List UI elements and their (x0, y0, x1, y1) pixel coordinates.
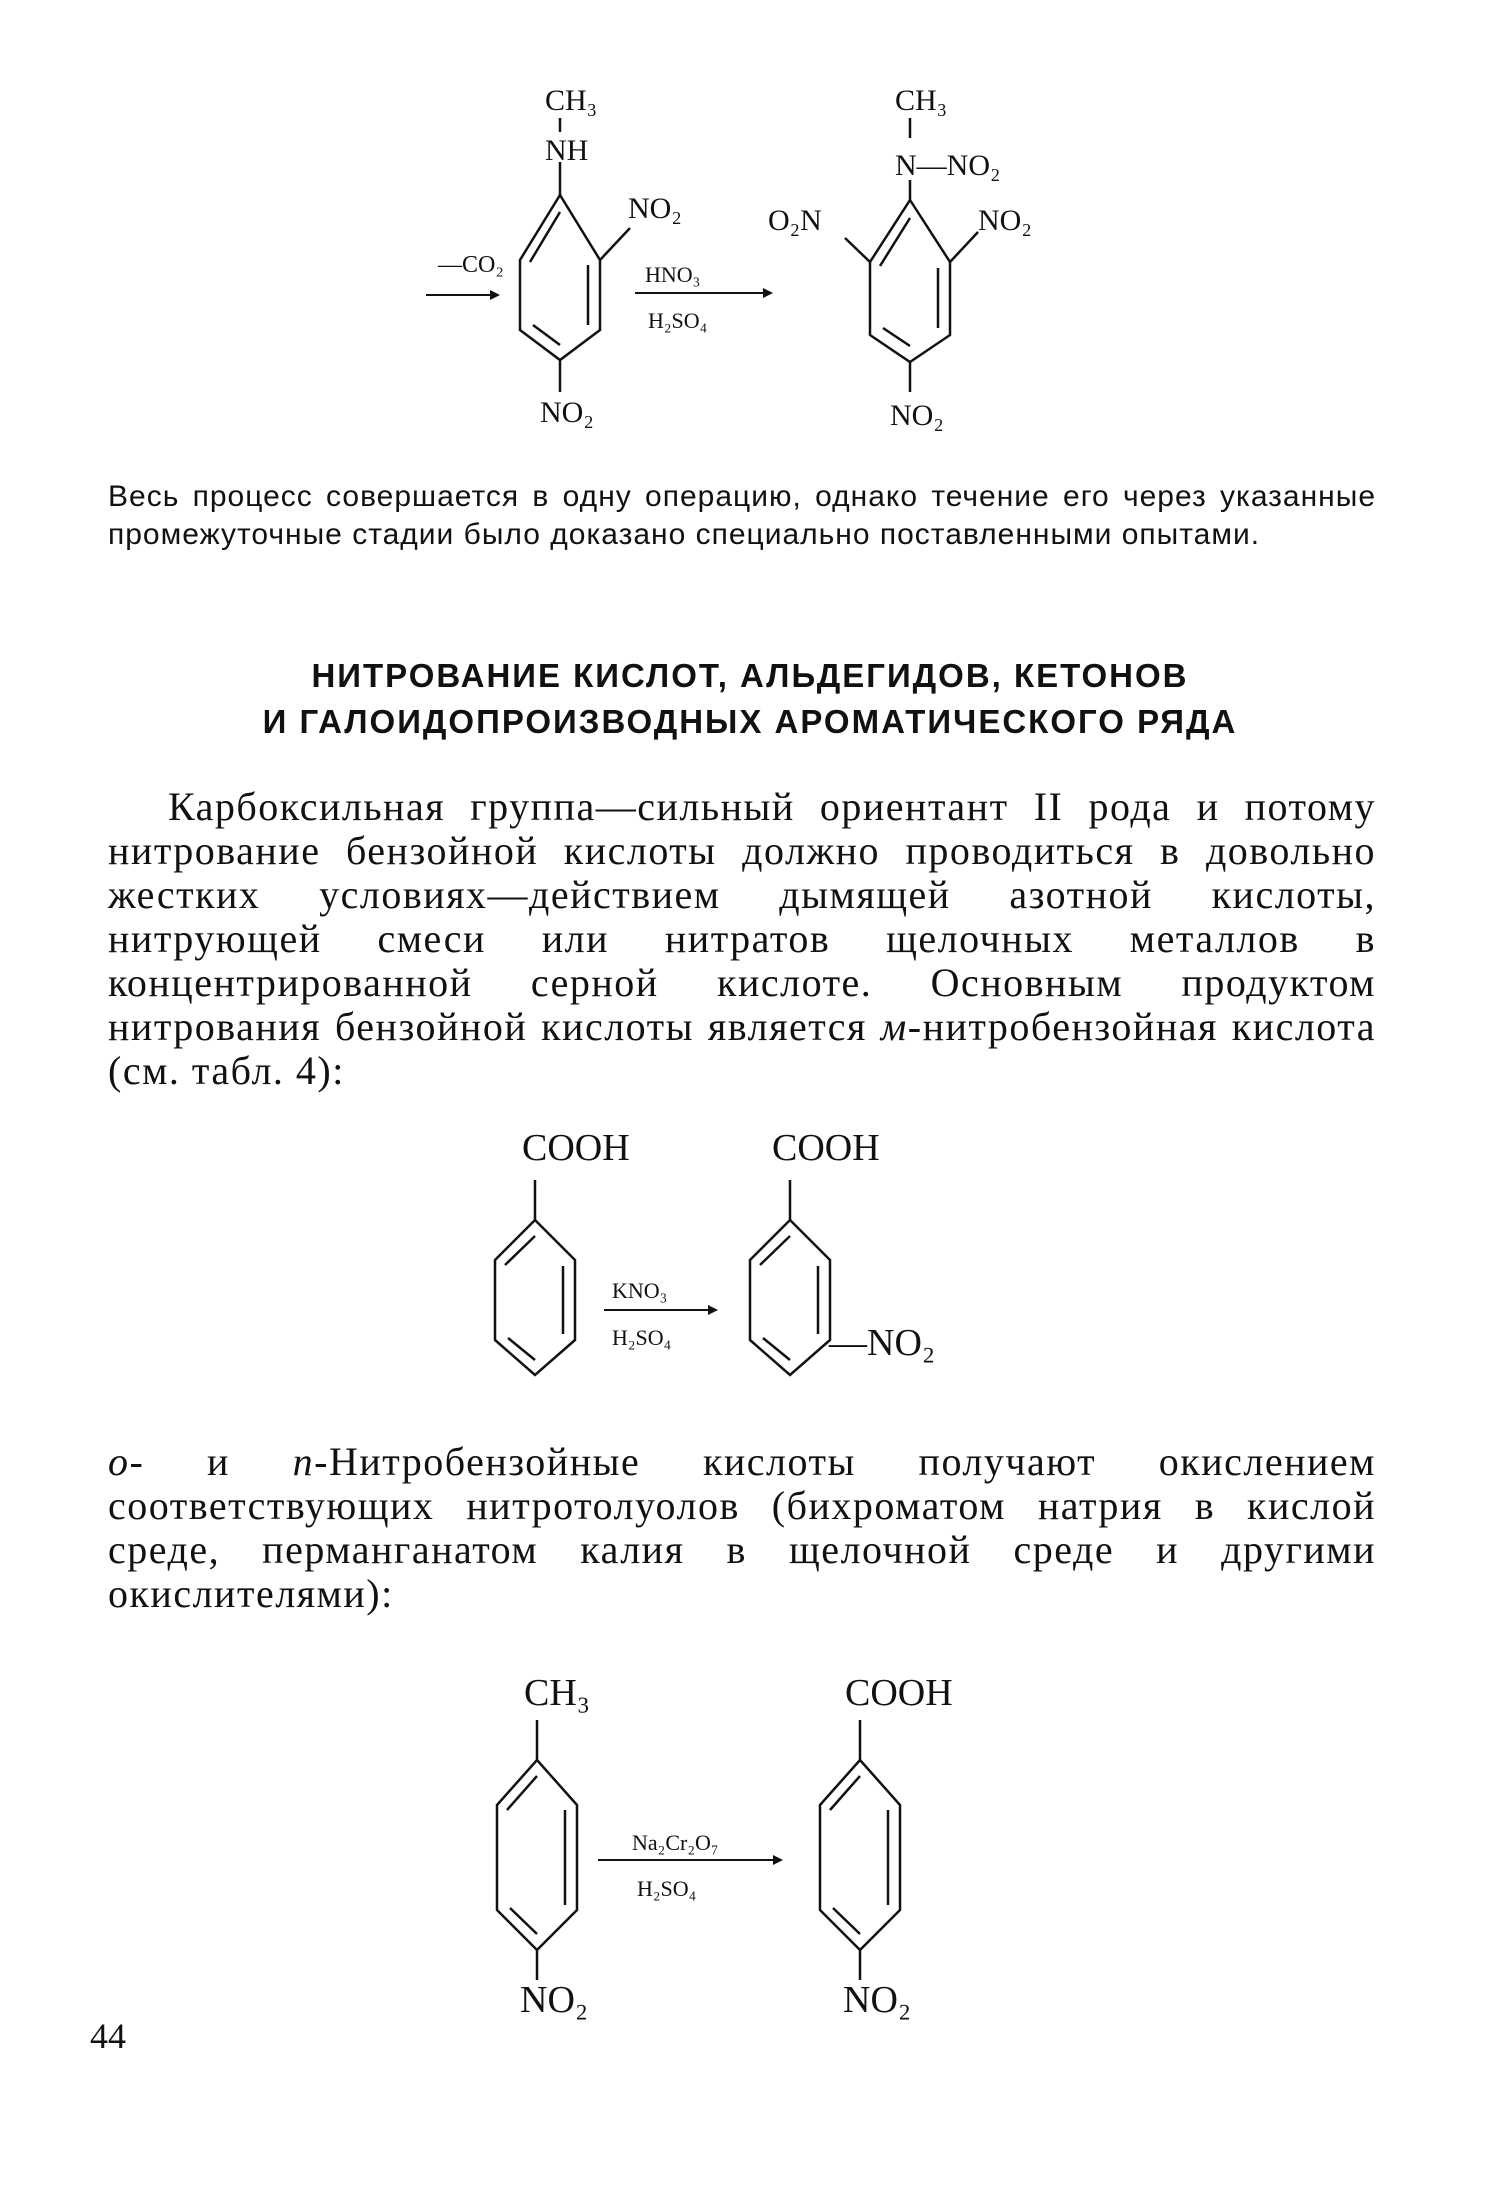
benzene-ring-nitrotoluene (497, 1720, 577, 1980)
no2-meta-label: —NO₂ (829, 1322, 936, 1364)
nh-label: NH (545, 134, 589, 167)
no2-ortho-left-label: NO₂ (628, 192, 682, 225)
reaction-arrow-1 (635, 288, 773, 298)
scheme-nitrotoluene-oxidation (0, 1660, 1500, 2040)
paragraph2-italic-o: о (108, 1439, 130, 1484)
paragraph-benzoic-nitration (108, 785, 1376, 1093)
o2n-label: O₂N (768, 204, 822, 237)
reagent-top-1: HNO₃ (645, 262, 701, 287)
reagent-top-2: KNO₃ (612, 1278, 668, 1303)
arrow-in (426, 290, 500, 300)
page-number: 44 (90, 2016, 126, 2056)
section-heading-line2: И ГАЛОИДОПРОИЗВОДНЫХ АРОМАТИЧЕСКОГО РЯДА (262, 703, 1238, 740)
cooh-left-label: COOH (522, 1127, 630, 1169)
benzene-ring-nitrobenzoic (750, 1180, 830, 1375)
reaction-arrow-2 (604, 1305, 718, 1315)
ch3-left-label: CH₃ (545, 84, 598, 117)
reagent-bottom-2: H₂SO₄ (612, 1325, 672, 1350)
paragraph1-italic: м (880, 1004, 908, 1049)
paragraph2-text: -Нитробензойные кислоты получают окислением соответствующих нитротолуолов (бихроматом натрия в кислой среде, перманганатом калия в щелочной среде и другими окислителями): (108, 1439, 1376, 1616)
no2-para-left-label: NO₂ (540, 396, 594, 429)
n-no2-label: N—NO₂ (895, 149, 1001, 182)
scheme-nitration-methylamine (0, 0, 1500, 460)
reaction-arrow-3 (598, 1855, 783, 1865)
paragraph2-part1: - и (129, 1439, 293, 1484)
paragraph-o-p-nitrobenzoic (108, 1440, 1376, 1616)
reagent-bottom-3: H₂SO₄ (637, 1876, 697, 1901)
ch3-left-label-2: CH₃ (524, 1672, 591, 1714)
paragraph1-end: -нитробензойная кислота (см. табл. 4): (108, 1004, 1377, 1093)
cooh-right-label: COOH (772, 1127, 880, 1169)
no2-right-label: NO₂ (843, 1979, 912, 2021)
reagent-bottom-1: H₂SO₄ (648, 308, 708, 333)
paragraph2-italic-p: п (292, 1439, 315, 1484)
paragraph1-text: Карбоксильная группа—сильный ориентант II рода и потому нитрование бензойной кислоты должно проводиться в довольно жестких условиях—действием дымящей азотной кислоты, нитрующей смеси или нитратов щелочных металлов в концентрированной серной кислоте. Основным продуктом нитрования бензойной кислоты является (108, 784, 1376, 1049)
arrow-in-label: —CO₂ (438, 252, 504, 278)
ch3-right-label: CH₃ (895, 84, 948, 117)
no2-left-label: NO₂ (520, 1979, 589, 2021)
section-heading-line1: НИТРОВАНИЕ КИСЛОТ, АЛЬДЕГИДОВ, КЕТОНОВ (311, 657, 1189, 694)
process-note: Весь процесс совершается в одну операцию, однако течение его через указанные промежуточные стадии было доказано специально поставленными опытами. (108, 480, 1376, 551)
scheme-benzoic-acid-nitration (0, 1120, 1500, 1420)
no2-para-right-label: NO₂ (890, 399, 944, 432)
no2-ortho-right-label: NO₂ (978, 204, 1032, 237)
benzene-ring-nitrobenzoic-para (820, 1720, 900, 1980)
reagent-top-3: Na₂Cr₂O₇ (632, 1830, 719, 1855)
benzene-ring-benzoic (495, 1180, 575, 1375)
cooh-right-label-2: COOH (845, 1672, 953, 1714)
